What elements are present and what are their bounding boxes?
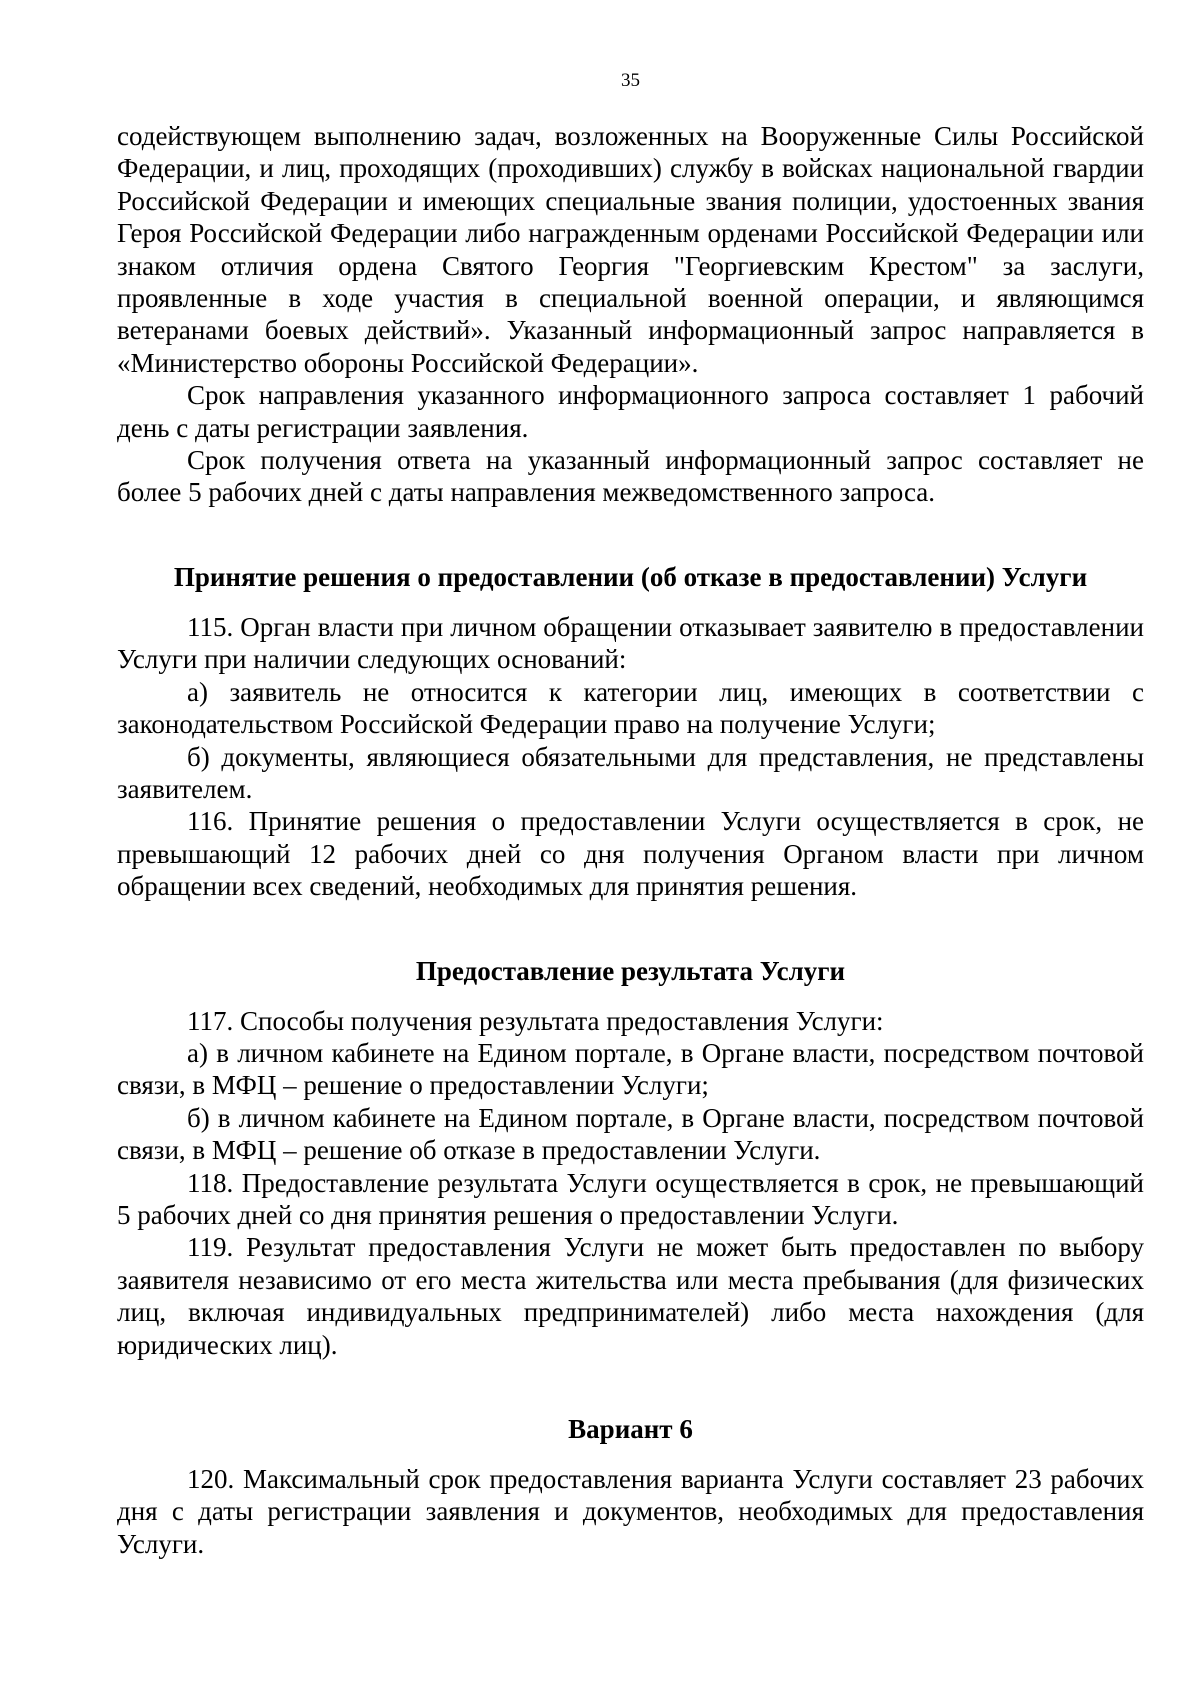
spacer [117, 987, 1144, 1005]
paragraph-request-deadline: Срок направления указанного информационного запроса составляет 1 рабочий день с даты регистрации заявления. [117, 380, 1144, 443]
spacer [117, 903, 1144, 955]
document-page [117, 0, 1144, 1697]
paragraph-response-deadline: Срок получения ответа на указанный информационный запрос составляет не более 5 рабочих дней с даты направления межведомственного запроса. [117, 445, 1144, 508]
page-number: 35 [621, 70, 640, 91]
paragraph-115-b: б) документы, являющиеся обязательными для представления, не представлены заявителем. [117, 741, 1144, 804]
paragraph-115: 115. Орган власти при личном обращении отказывает заявителю в предоставлении Услуги при наличии следующих оснований: [117, 611, 1144, 675]
section-heading-decision: Принятие решения о предоставлении (об отказе в предоставлении) Услуги [173, 561, 1088, 592]
document-body [117, 120, 1144, 1560]
paragraph-117: 117. Способы получения результата предоставления Услуги: [187, 1005, 884, 1036]
paragraph-117-b: б) в личном кабинете на Едином портале, в Органе власти, посредством почтовой связи, в МФЦ – решение об отказе в предоставлении Услуги. [117, 1102, 1144, 1166]
spacer [117, 593, 1144, 611]
paragraph-continuation: содействующем выполнению задач, возложенных на Вооруженные Силы Российской Федерации, и лиц, проходящих (проходивших) службу в войсках национальной гвардии Российской Федерации и имеющих специальные звания полиции, удостоенных звания Героя Российской Федерации либо награжденным орденами Российской Федерации или знаком отличия ордена Святого Георгия "Георгиевским Крестом" за заслуги, проявленные в ходе участия в специальной военной операции, и являющимся ветеранами боевых действий». Указанный информационный запрос направляется в «Министерство обороны Российской Федерации». [117, 121, 1144, 378]
spacer [117, 509, 1144, 561]
paragraph-117-a: а) в личном кабинете на Едином портале, в Органе власти, посредством почтовой связи, в МФЦ – решение о предоставлении Услуги; [117, 1037, 1144, 1101]
section-heading-result: Предоставление результата Услуги [415, 955, 846, 986]
paragraph-118: 118. Предоставление результата Услуги осуществляется в срок, не превышающий 5 рабочих дней со дня принятия решения о предоставлении Услуги. [117, 1167, 1144, 1230]
paragraph-119: 119. Результат предоставления Услуги не может быть предоставлен по выбору заявителя независимо от его места жительства или места пребывания (для физических лиц, включая индивидуальных предпринимателей) либо места нахождения (для юридических лиц). [117, 1232, 1144, 1360]
paragraph-120: 120. Максимальный срок предоставления варианта Услуги составляет 23 рабочих дня с даты регистрации заявления и документов, необходимых для предоставления Услуги. [117, 1464, 1144, 1559]
spacer [117, 1361, 1144, 1413]
section-heading-variant-6: Вариант 6 [568, 1414, 693, 1444]
paragraph-116: 116. Принятие решения о предоставлении Услуги осуществляется в срок, не превышающий 12 рабочих дней со дня получения Органом власти при личном обращении всех сведений, необходимых для принятия решения. [117, 806, 1144, 902]
paragraph-115-a: а) заявитель не относится к категории лиц, имеющих в соответствии с законодательством Российской Федерации право на получение Услуги; [117, 676, 1144, 740]
spacer [117, 1445, 1144, 1463]
